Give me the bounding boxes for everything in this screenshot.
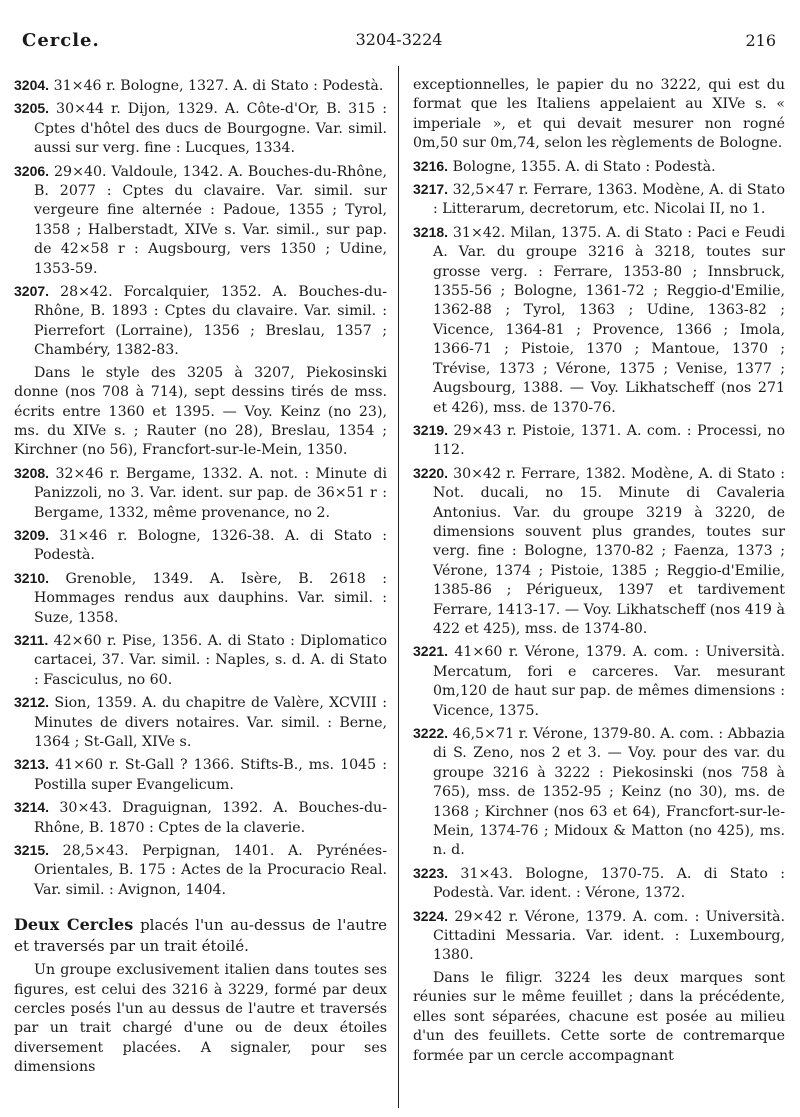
catalog-entry <box>413 464 785 640</box>
entry-text: 29×42 r. Vérone, 1379. A. com. : Università. Cittadini Messaria. Var. ident. : Luxembourg, 1380. <box>433 908 785 964</box>
catalog-entry <box>14 693 387 752</box>
catalog-entry <box>14 99 387 158</box>
entry-number: 3206. <box>14 162 50 179</box>
page-number: 216 <box>745 31 776 50</box>
catalog-entry <box>413 223 785 418</box>
catalog-entry <box>14 569 387 628</box>
section-heading <box>14 914 387 957</box>
catalog-entry <box>413 907 785 966</box>
entry-text: 30×42 r. Ferrare, 1382. Modène, A. di Stato : Not. ducali, no 15. Minute di Cavaleria Antonius. Var. du groupe 3219 à 3220, de dimensions souvent plus grandes, toutes sur verg. fine : Bologne, 1370-82 ; Faenza, 1373 ; Vérone, 1374 ; Pistoie, 1385 ; Reggio-d'Emilie, 1385-86 ; Périgueux, 1397 et tardivement Ferrare, 1413-17. — Voy. Likhatscheff (nos 419 à 422 et 425), mss. de 1374-80. <box>433 465 785 637</box>
catalog-entry <box>14 464 387 523</box>
entry-number: 3222. <box>413 725 449 741</box>
entry-text: 32,5×47 r. Ferrare, 1363. Modène, A. di Stato : Litterarum, decretorum, etc. Nicolai II, no 1. <box>433 182 785 218</box>
entry-text: 42×60 r. Pise, 1356. A. di Stato : Diplomatico cartacei, 37. Var. simil. : Naples, s. d. A. di Stato : Fasciculus, no 60. <box>34 632 387 688</box>
entry-number: 3213. <box>14 756 50 773</box>
body-paragraph: Un groupe exclusivement italien dans toutes ses figures, est celui des 3216 à 3229, formé par deux cercles posés l'un au dessus de l'autre et traversés par un trait chargé d'une ou de deux étoiles diversement placées. A signaler, pour ses dimensions <box>14 962 387 1076</box>
entry-number: 3215. <box>14 842 50 859</box>
entry-text: Bologne, 1355. A. di Stato : Podestà. <box>452 158 716 175</box>
entry-number: 3204. <box>14 77 50 93</box>
entry-text: 31×43. Bologne, 1370-75. A. di Stato : Podestà. Var. ident. : Vérone, 1372. <box>433 865 785 902</box>
entry-number: 3220. <box>413 464 449 481</box>
entry-text: Grenoble, 1349. A. Isère, B. 2618 : Hommages rendus aux dauphins. Var. simil. : Suze, 1358. <box>34 570 388 626</box>
entry-text: 41×60 r. Vérone, 1379. A. com. : Università. Mercatum, fori e carceres. Var. mesurant 0m,120 de haut sur pap. de mêmes dimensions : Vicence, 1375. <box>433 644 785 719</box>
entry-number: 3205. <box>14 100 50 117</box>
catalog-entry <box>413 180 785 220</box>
catalog-entry <box>14 526 387 566</box>
catalog-entry <box>413 157 785 177</box>
body-paragraph: Dans le filigr. 3224 les deux marques sont réunies sur le même feuillet ; dans la précédente, elles sont séparées, chacune est posée au milieu d'un des feuillets. Cette sorte de contremarque formée par un cercle accompagnant <box>413 969 785 1064</box>
entry-text: 31×46 r. Bologne, 1326-38. A. di Stato : Podestà. <box>34 527 387 564</box>
entry-number: 3221. <box>413 643 449 660</box>
entry-text: 32×46 r. Bergame, 1332. A. not. : Minute di Panizzoli, no 3. Var. ident. sur pap. de 36×51 r : Bergame, 1332, même provenance, no 2. <box>34 465 387 521</box>
section-heading-text: placés l'un au-dessus de l'autre et traversés par un trait étoilé. <box>14 916 387 956</box>
left-column <box>14 76 387 1081</box>
entry-number: 3212. <box>14 694 50 711</box>
section-heading-lead: Deux Cercles <box>14 915 134 935</box>
continued-paragraph: exceptionnelles, le papier du no 3222, qui est du format que les Italiens appelaient au XIVe s. « imperiale », et qui devait mesurer non rogné 0m,50 sur 0m,74, selon les règlements de Bologne. <box>413 77 785 152</box>
catalog-entry <box>14 841 387 900</box>
entry-number: 3216. <box>413 157 449 174</box>
right-column <box>413 76 785 1069</box>
entry-number: 3207. <box>14 283 50 300</box>
catalog-entry <box>14 162 387 279</box>
catalog-entry <box>413 724 785 861</box>
entry-text: 28×42. Forcalquier, 1352. A. Bouches-du-Rhône, B. 1893 : Cptes du clavaire. Var. simil. : Pierrefort (Lorraine), 1356 ; Breslau, 1357 ; Chambéry, 1382-83. <box>34 284 387 359</box>
catalog-entry <box>14 76 387 96</box>
entry-text: 41×60 r. St-Gall ? 1366. Stifts-B., ms. 1045 : Postilla super Evangelicum. <box>34 757 387 793</box>
entry-number: 3214. <box>14 799 50 816</box>
entry-text: 46,5×71 r. Vérone, 1379-80. A. com. : Abbazia di S. Zeno, nos 2 et 3. — Voy. pour des var. du groupe 3216 à 3222 : Piekosinski (nos 758 à 765), mss. de 1352-95 ; Keinz (no 30), ms. de 1368 ; Kirchner (nos 63 et 64), Francfort-sur-le-Mein, 1374-76 ; Midoux & Matton (no 425), ms. n. d. <box>433 726 785 859</box>
running-header <box>22 30 776 58</box>
column-divider <box>398 66 399 1108</box>
entry-text: 30×43. Draguignan, 1392. A. Bouches-du-Rhône, B. 1870 : Cptes de la claverie. <box>34 800 387 836</box>
catalog-entry <box>14 798 387 838</box>
entry-number: 3209. <box>14 526 50 543</box>
entry-number: 3224. <box>413 907 449 924</box>
entry-text: 31×42. Milan, 1375. A. di Stato : Paci e Feudi A. Var. du groupe 3216 à 3218, toutes sur grosse verg. : Ferrare, 1353-80 ; Innsbruck, 1355-56 ; Bologne, 1361-72 ; Reggio-d'Emilie, 1362-88 ; Tyrol, 1363 ; Udine, 1363-82 ; Vicence, 1364-81 ; Provence, 1366 ; Imola, 1366-71 ; Pistoie, 1370 ; Mantoue, 1370 ; Trévise, 1373 ; Vérone, 1375 ; Venise, 1377 ; Augsbourg, 1388. — Voy. Likhatscheff (nos 271 et 426), mss. de 1370-76. <box>433 224 785 416</box>
catalog-entry <box>14 631 387 690</box>
entry-text: Sion, 1359. A. du chapitre de Valère, XCVIII : Minutes de divers notaires. Var. simil. : Berne, 1364 ; St-Gall, XIVe s. <box>34 695 388 750</box>
entry-number: 3211. <box>14 631 49 648</box>
catalog-entry <box>14 755 387 795</box>
entry-number: 3217. <box>413 181 449 198</box>
catalog-entry <box>413 642 785 721</box>
header-entry-range: 3204-3224 <box>355 30 443 49</box>
entry-number: 3208. <box>14 464 50 481</box>
entry-text: 31×46 r. Bologne, 1327. A. di Stato : Podestà. <box>53 78 384 94</box>
catalog-entry <box>413 864 785 904</box>
entry-text: 29×43 r. Pistoie, 1371. A. com. : Processi, no 112. <box>433 422 785 459</box>
header-section-title: Cercle. <box>22 30 100 51</box>
catalog-entry <box>14 282 387 361</box>
entry-number: 3218. <box>413 223 449 240</box>
catalog-entry <box>413 421 785 461</box>
entry-number: 3210. <box>14 569 50 586</box>
entry-text: 30×44 r. Dijon, 1329. A. Côte-d'Or, B. 315 : Cptes d'hôtel des ducs de Bourgogne. Var. simil. aussi sur verg. fine : Lucques, 1334. <box>34 101 387 157</box>
entry-number: 3219. <box>413 421 449 438</box>
body-paragraph: Dans le style des 3205 à 3207, Piekosinski donne (nos 708 à 714), sept dessins tirés de mss. écrits entre 1360 et 1395. — Voy. Keinz (no 23), ms. du XIVe s. ; Rauter (no 28), Breslau, 1354 ; Kirchner (no 56), Francfort-sur-le-Mein, 1350. <box>14 364 387 459</box>
entry-number: 3223. <box>413 864 449 881</box>
entry-text: 28,5×43. Perpignan, 1401. A. Pyrénées-Orientales, B. 175 : Actes de la Procuracio Real. Var. simil. : Avignon, 1404. <box>34 843 387 898</box>
entry-text: 29×40. Valdoule, 1342. A. Bouches-du-Rhône, B. 2077 : Cptes du clavaire. Var. simil. sur vergeure fine alternée : Padoue, 1355 ; Tyrol, 1358 ; Halberstadt, XIVe s. Var. simil., sur pap. de 42×58 r : Augsbourg, vers 1350 ; Udine, 1353-59. <box>34 163 388 277</box>
